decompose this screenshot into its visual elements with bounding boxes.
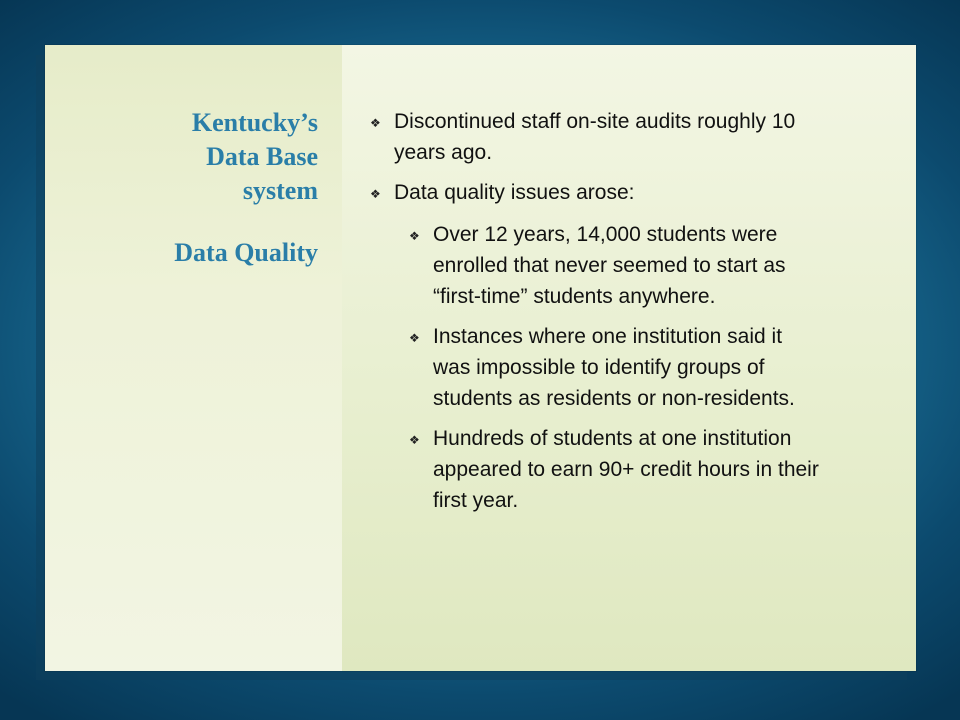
title-panel — [45, 45, 342, 671]
sub-bullet-item — [409, 219, 819, 312]
sub-bullet-text: Hundreds of students at one institution appeared to earn 90+ credit hours in their first year. — [433, 427, 819, 512]
slide-subtitle: Data Quality — [174, 238, 318, 267]
diamond-bullet-icon: ❖ — [409, 433, 420, 447]
bullet-text: Data quality issues arose: — [394, 181, 635, 204]
bullet-item — [370, 177, 830, 210]
diamond-bullet-icon: ❖ — [409, 229, 420, 243]
diamond-bullet-icon: ❖ — [370, 187, 381, 201]
diamond-bullet-icon: ❖ — [370, 116, 381, 130]
sub-bullet-item — [409, 423, 819, 516]
bullet-text: Discontinued staff on-site audits roughly 10 years ago. — [394, 110, 796, 164]
sub-bullet-text: Over 12 years, 14,000 students were enrolled that never seemed to start as “first-time” students anywhere. — [433, 223, 786, 308]
sub-bullet-item — [409, 321, 819, 414]
slide-card — [45, 45, 916, 671]
title-line-2: Data Base — [206, 142, 318, 171]
slide-title — [174, 106, 318, 270]
title-line-1: Kentucky’s — [191, 108, 318, 137]
diamond-bullet-icon: ❖ — [409, 331, 420, 345]
sub-bullet-text: Instances where one institution said it was impossible to identify groups of students as residents or non-residents. — [433, 325, 795, 410]
bullet-item — [370, 106, 830, 168]
bullet-list — [370, 106, 830, 525]
content-panel — [342, 45, 916, 671]
title-line-3: system — [242, 176, 318, 205]
